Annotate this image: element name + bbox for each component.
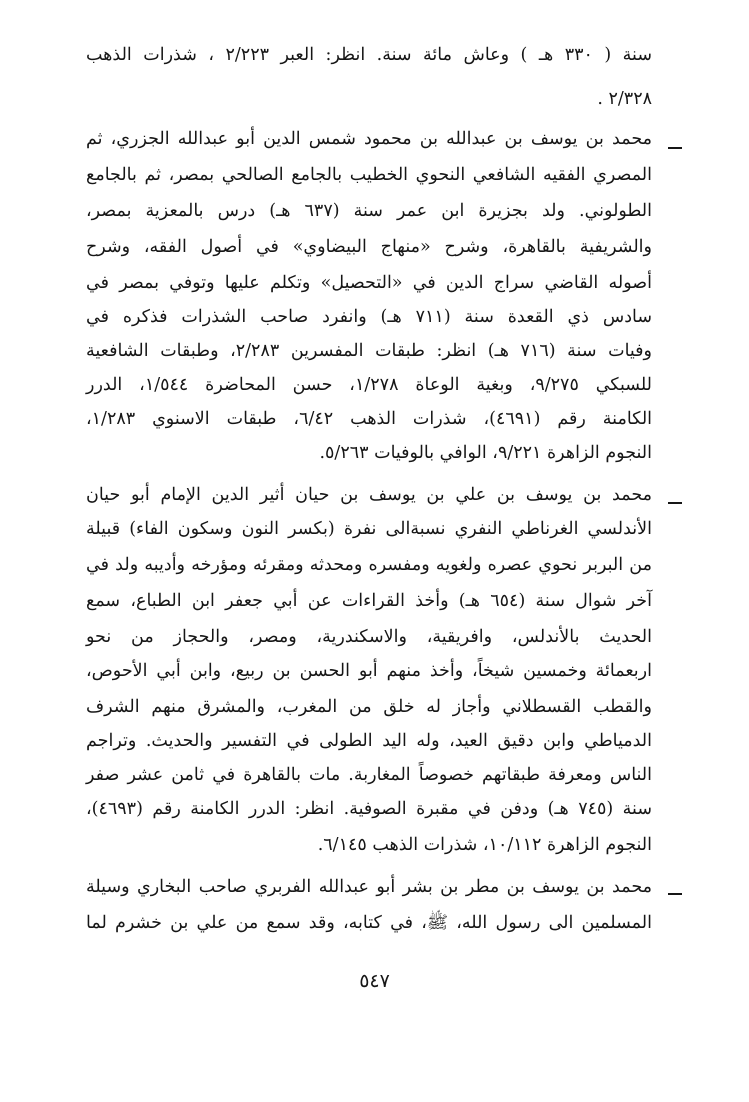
entry-heading-line: محمد بن يوسف بن مطر بن بشر أبو عبدالله الفربري صاحب البخاري وسيلة	[86, 877, 652, 897]
text-line: سنة ( ٣٣٠ هـ ) وعاش مائة سنة. انظر: العبر ٢/٢٢٣ ، شذرات الذهب	[86, 45, 653, 65]
text-line: النجوم الزاهرة ٩/٢٢١، الوافي بالوفيات ٥/٢٦٣.	[319, 443, 652, 463]
text-line: الحديث بالأندلس، وافريقية، والاسكندرية، ومصر، والحجاز من نحو	[86, 627, 652, 647]
text-line: الدمياطي وابن دقيق العيد، وله اليد الطولى في التفسير والحديث. وتراجم	[86, 731, 652, 751]
text-line: المسلمين الى رسول الله، ﷺ، في كتابه، وقد سمع من علي بن خشرم لما	[86, 913, 652, 933]
text-line: آخر شوال سنة (٦٥٤ هـ) وأخذ القراءات عن أبي جعفر ابن الطباع، سمع	[86, 591, 652, 611]
entry-dash-marker	[668, 502, 682, 504]
text-line: من البربر نحوي عصره ولغويه ومفسره ومحدثه ومقرئه ومؤرخه وأديبه ولد في	[86, 555, 652, 575]
text-line: وفيات سنة (٧١٦ هـ) انظر: طبقات المفسرين ٢/٢٨٣، وطبقات الشافعية	[86, 341, 652, 361]
text-line: سادس ذي القعدة سنة (٧١١ هـ) وانفرد صاحب الشذرات فذكره في	[86, 307, 652, 327]
text-line: ٢/٣٢٨ .	[597, 89, 652, 109]
text-line: الكامنة رقم (٤٦٩١)، شذرات الذهب ٦/٤٢، طبقات الاسنوي ١/٢٨٣،	[86, 409, 653, 429]
text-line: الأندلسي الغرناطي النفري نسبةالى نفرة (بكسر النون وسكون الفاء) قبيلة	[86, 519, 652, 539]
text-line: الناس ومعرفة طبقاتهم خصوصاً المغاربة. مات بالقاهرة في ثامن عشر صفر	[86, 765, 652, 785]
text-line: والقطب القسطلاني وأجاز له خلق من المغرب، والمشرق منهم الشرف	[86, 697, 652, 717]
text-line: النجوم الزاهرة ١٠/١١٢، شذرات الذهب ٦/١٤٥.	[317, 835, 652, 855]
entry-heading-line: محمد بن يوسف بن علي بن يوسف بن حيان أثير الدين الإمام أبو حيان	[86, 485, 652, 505]
text-line: والشريفية بالقاهرة، وشرح «منهاج البيضاوي» في أصول الفقه، وشرح	[86, 237, 652, 257]
text-line: للسبكي ٩/٢٧٥، وبغية الوعاة ١/٢٧٨، حسن المحاضرة ١/٥٤٤، الدرر	[86, 375, 652, 395]
text-line: المصري الفقيه الشافعي النحوي الخطيب بالجامع الصالحي بمصر، ثم بالجامع	[86, 165, 652, 185]
text-line: أصوله القاضي سراج الدين في «التحصيل» وتكلم عليها وتوفي بمصر في	[86, 273, 652, 293]
text-line: الطولوني. ولد بجزيرة ابن عمر سنة (٦٣٧ هـ) درس بالمعزية بمصر،	[86, 201, 652, 221]
text-line: سنة (٧٤٥ هـ) ودفن في مقبرة الصوفية. انظر: الدرر الكامنة رقم (٤٦٩٣)،	[86, 799, 653, 819]
page-number: ٥٤٧	[359, 970, 390, 992]
entry-dash-marker	[668, 147, 682, 149]
entry-heading-line: محمد بن يوسف بن عبدالله بن محمود شمس الدين أبو عبدالله الجزري، ثم	[86, 129, 652, 149]
entry-dash-marker	[668, 893, 682, 895]
text-line: اربعمائة وخمسين شيخاً، وأخذ منهم أبو الحسن بن ربيع، وابن أبي الأحوص،	[86, 661, 652, 681]
